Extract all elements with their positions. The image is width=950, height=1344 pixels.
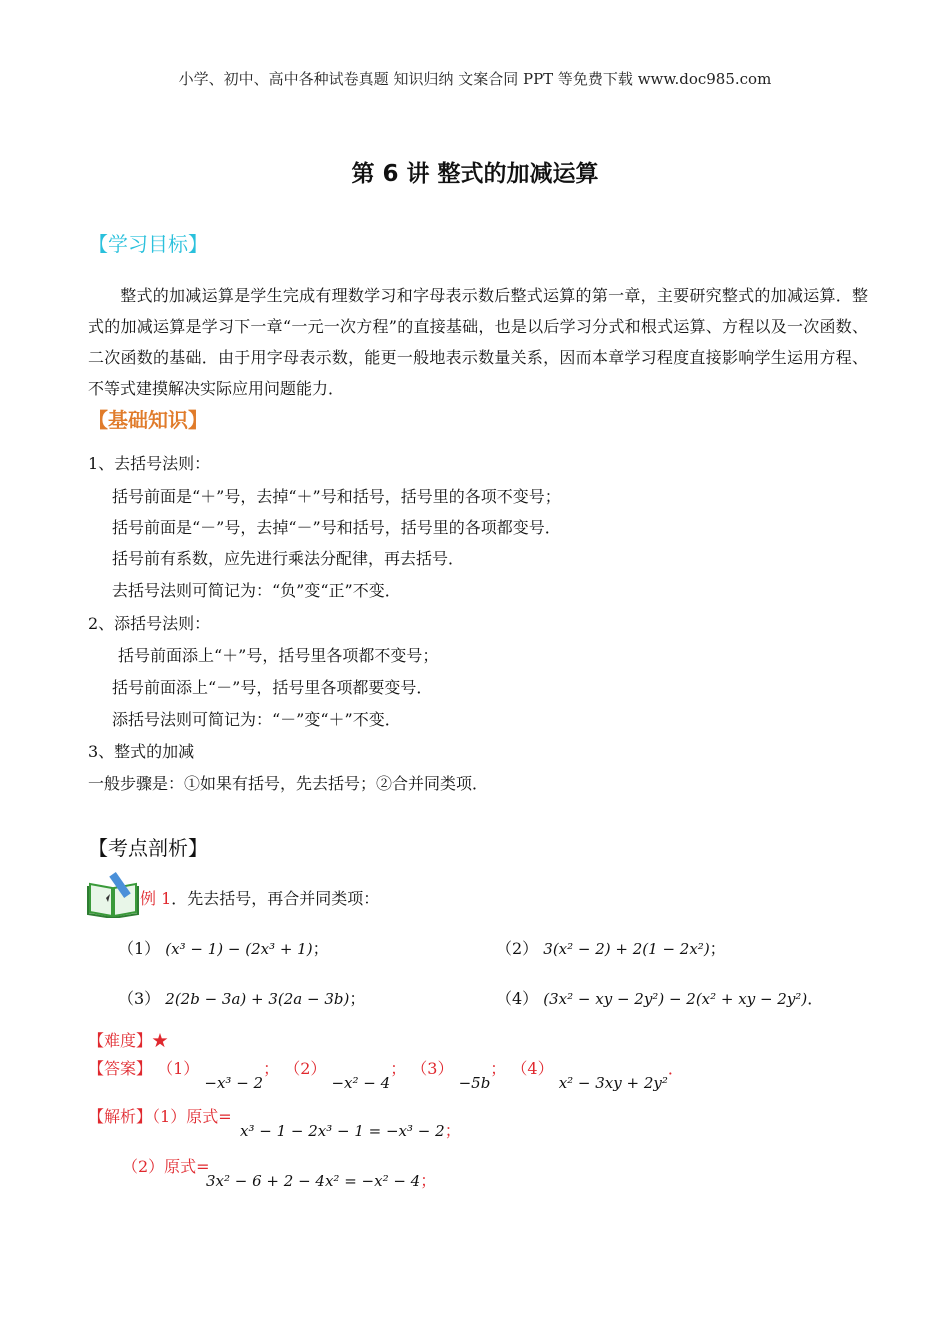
- item-expression: (x³ − 1) − (2x³ + 1): [165, 940, 313, 958]
- answer-label: 【答案】: [88, 1059, 153, 1078]
- item-end: ；: [709, 939, 726, 958]
- section-goal-heading: 【学习目标】: [88, 232, 208, 256]
- analysis-p1-head: （1）原式=: [152, 1107, 232, 1126]
- example-text: ．先去括号，再合并同类项：: [171, 889, 380, 908]
- analysis-label: 【解析】: [88, 1107, 153, 1126]
- book-pencil-icon: [86, 872, 140, 918]
- difficulty-label: 【难度】: [88, 1031, 153, 1050]
- example-label: 例 1: [140, 889, 172, 908]
- page-title: 第 6 讲 整式的加减运算: [351, 161, 599, 187]
- answer-separator: ；: [390, 1059, 407, 1078]
- answer-expression: −x³ − 2: [204, 1074, 264, 1092]
- answer-separator: ；: [490, 1059, 507, 1078]
- rule2-line1: 括号前面添上“＋”号，括号里各项都不变号；: [118, 646, 439, 665]
- item-expression: 3(x² − 2) + 2(1 − 2x²): [543, 940, 710, 958]
- item-number: （4）: [496, 989, 539, 1008]
- item-end: ；: [349, 989, 366, 1008]
- rule1-line3: 括号前有系数，应先进行乘法分配律，再去括号．: [112, 549, 465, 568]
- analysis-p2-line: [206, 1168, 436, 1191]
- answer-row: [88, 1056, 684, 1092]
- item-end: ；: [312, 939, 329, 958]
- intro-text: 整式的加减运算是学生完成有理数学习和字母表示数后整式运算的第一章，主要研究整式的加减运算．整式的加减运算是学习下一章“一元一次方程”的直接基础，也是以后学习分式和根式运算、方程以及一次函数、二次函数的基础．由于用字母表示数，能更一般地表示数量关系，因而本章学习程度直接影响学生运用方程、不等式建摸解决实际应用问题能力．: [88, 286, 868, 398]
- example-item-4: [496, 986, 823, 1009]
- analysis-p1-line: [240, 1118, 461, 1141]
- item-number: （3）: [118, 989, 161, 1008]
- answer-number: （2）: [284, 1059, 327, 1078]
- analysis-row-1: [88, 1104, 232, 1127]
- answer-number: （3）: [411, 1059, 454, 1078]
- rule1-line1: 括号前面是“＋”号，去掉“＋”号和括号，括号里的各项不变号；: [112, 487, 561, 506]
- example-item-2: [496, 936, 726, 959]
- item-expression: (3x² − xy − 2y²) − 2(x² + xy − 2y²): [543, 990, 808, 1008]
- answer-separator: ；: [263, 1059, 280, 1078]
- rule1-line2: 括号前面是“－”号，去掉“－”号和括号，括号里的各项都变号．: [112, 518, 561, 537]
- section-exam-heading: 【考点剖析】: [88, 836, 208, 860]
- analysis-p1-expression: x³ − 1 − 2x³ − 1 = −x³ − 2: [240, 1122, 445, 1140]
- difficulty: [88, 1028, 168, 1051]
- rule2-title: 2、添括号法则：: [88, 614, 211, 633]
- rule1-line4: 去括号法则可简记为：“负”变“正”不变．: [112, 581, 401, 600]
- rule2-line2: 括号前面添上“－”号，括号里各项都要变号．: [112, 678, 433, 697]
- example-item-3: [118, 986, 365, 1009]
- analysis-p2-expression: 3x² − 6 + 2 − 4x² = −x² − 4: [206, 1172, 421, 1190]
- answer-expression: x² − 3xy + 2y²: [558, 1074, 668, 1092]
- analysis-p1-end: ；: [444, 1121, 461, 1140]
- intro-paragraph: [88, 280, 868, 404]
- page-header: 小学、初中、高中各种试卷真题 知识归纳 文案合同 PPT 等免费下载 www.doc985.com: [178, 70, 772, 88]
- item-expression: 2(2b − 3a) + 3(2a − 3b): [165, 990, 350, 1008]
- answer-number: （1）: [157, 1059, 200, 1078]
- analysis-p2-head: （2）原式=: [122, 1157, 210, 1176]
- difficulty-stars: ★: [152, 1031, 169, 1050]
- example-item-1: [118, 936, 329, 959]
- answer-expression: −x² − 4: [331, 1074, 391, 1092]
- item-number: （2）: [496, 939, 539, 958]
- section-basic-heading: 【基础知识】: [88, 408, 208, 432]
- answer-separator: ．: [667, 1059, 684, 1078]
- rule2-line3: 添括号法则可简记为：“－”变“＋”不变．: [112, 710, 401, 729]
- rule1-title: 1、去括号法则：: [88, 454, 211, 473]
- rule3-line1: 一般步骤是：①如果有括号，先去括号；②合并同类项．: [88, 774, 489, 793]
- analysis-p2-end: ；: [420, 1171, 437, 1190]
- answer-expression: −5b: [458, 1074, 491, 1092]
- answer-number: （4）: [511, 1059, 554, 1078]
- item-number: （1）: [118, 939, 161, 958]
- rule3-title: 3、整式的加减: [88, 742, 195, 761]
- example-heading: [140, 886, 379, 909]
- item-end: ．: [807, 989, 824, 1008]
